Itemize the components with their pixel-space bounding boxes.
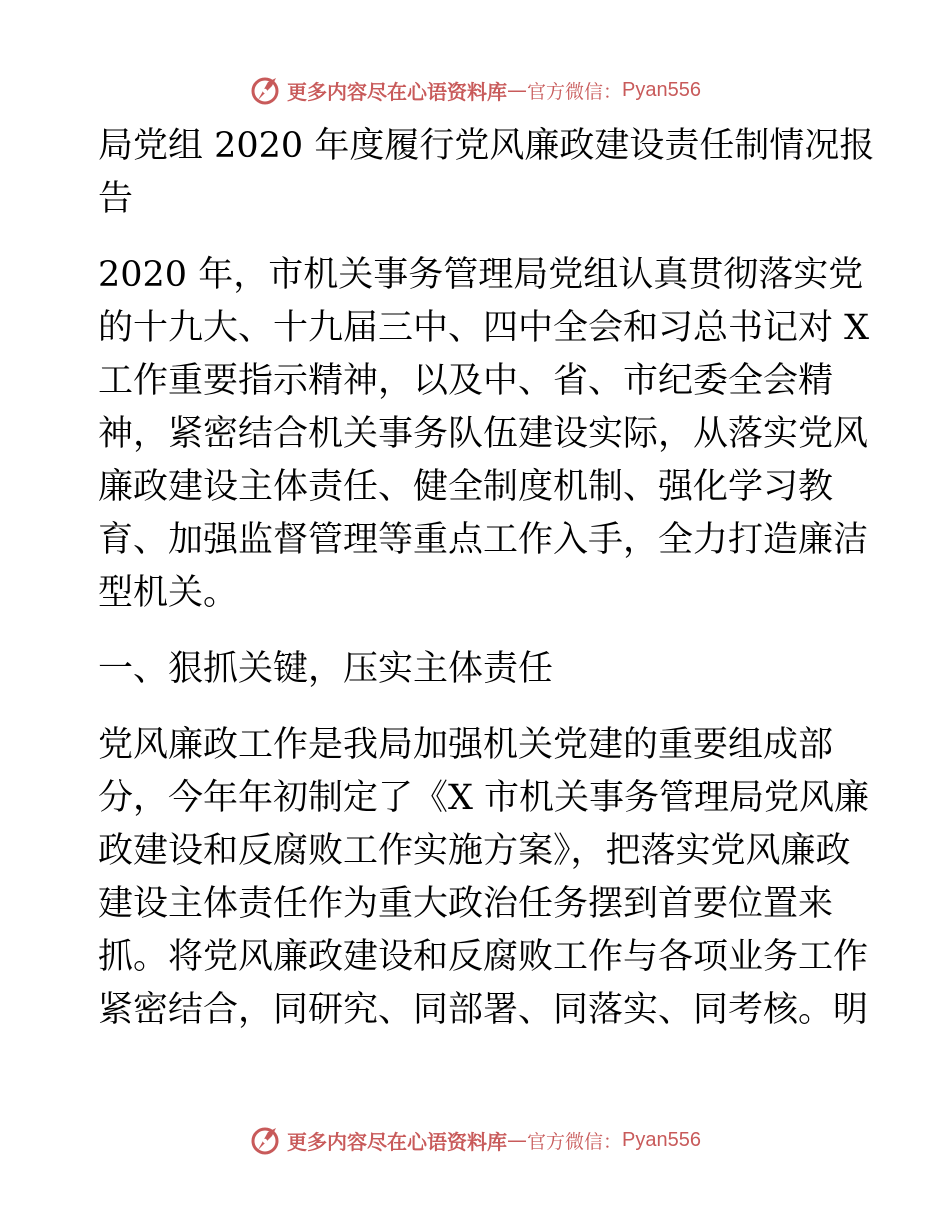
title-line: 告: [98, 179, 134, 219]
watermark-separator: —: [507, 1128, 527, 1152]
watermark-text: 更多内容尽在心语资料库: [287, 1129, 507, 1154]
watermark-text: 更多内容尽在心语资料库: [287, 79, 507, 104]
paragraph-line: 育、加强监督管理等重点工作入手，全力打造廉洁: [98, 520, 869, 560]
pen-nib-circle-icon: [249, 1123, 283, 1157]
footer-watermark: [0, 1118, 950, 1162]
watermark-separator: —: [507, 78, 527, 102]
watermark-wechat-label: 官方微信：: [527, 80, 623, 103]
paragraph-body: [98, 719, 870, 1037]
pen-nib-circle-icon: [249, 73, 283, 107]
paragraph-intro: [98, 249, 870, 620]
heading-line: 一、狠抓关键，压实主体责任: [98, 649, 554, 689]
watermark-wechat-account: Pyan556: [622, 1128, 701, 1151]
paragraph-line: 建设主体责任作为重大政治任务摆到首要位置来: [98, 884, 834, 924]
document-body: [98, 120, 875, 1037]
document-title: [98, 120, 875, 226]
section-heading: [98, 643, 854, 696]
paragraph-line: 型机关。: [98, 573, 239, 613]
header-watermark: [0, 68, 950, 112]
title-line: 局党组 2020 年度履行党风廉政建设责任制情况报: [98, 126, 875, 166]
paragraph-line: 抓。将党风廉政建设和反腐败工作与各项业务工作: [98, 937, 869, 977]
paragraph-line: 廉政建设主体责任、健全制度机制、强化学习教: [98, 467, 834, 507]
watermark-wechat-account: Pyan556: [622, 78, 701, 101]
paragraph-line: 工作重要指示精神，以及中、省、市纪委全会精: [98, 361, 834, 401]
paragraph-line: 紧密结合，同研究、同部署、同落实、同考核。明: [98, 990, 869, 1030]
paragraph-line: 神，紧密结合机关事务队伍建设实际，从落实党风: [98, 414, 869, 454]
paragraph-line: 的十九大、十九届三中、四中全会和习总书记对 X: [98, 308, 870, 348]
paragraph-line: 分，今年年初制定了《X 市机关事务管理局党风廉: [98, 778, 870, 818]
paragraph-line: 政建设和反腐败工作实施方案》，把落实党风廉政: [98, 831, 851, 871]
paragraph-line: 党风廉政工作是我局加强机关党建的重要组成部: [98, 725, 834, 765]
paragraph-line: 2020 年，市机关事务管理局党组认真贯彻落实党: [98, 255, 864, 295]
watermark-wechat-label: 官方微信：: [527, 1130, 623, 1153]
